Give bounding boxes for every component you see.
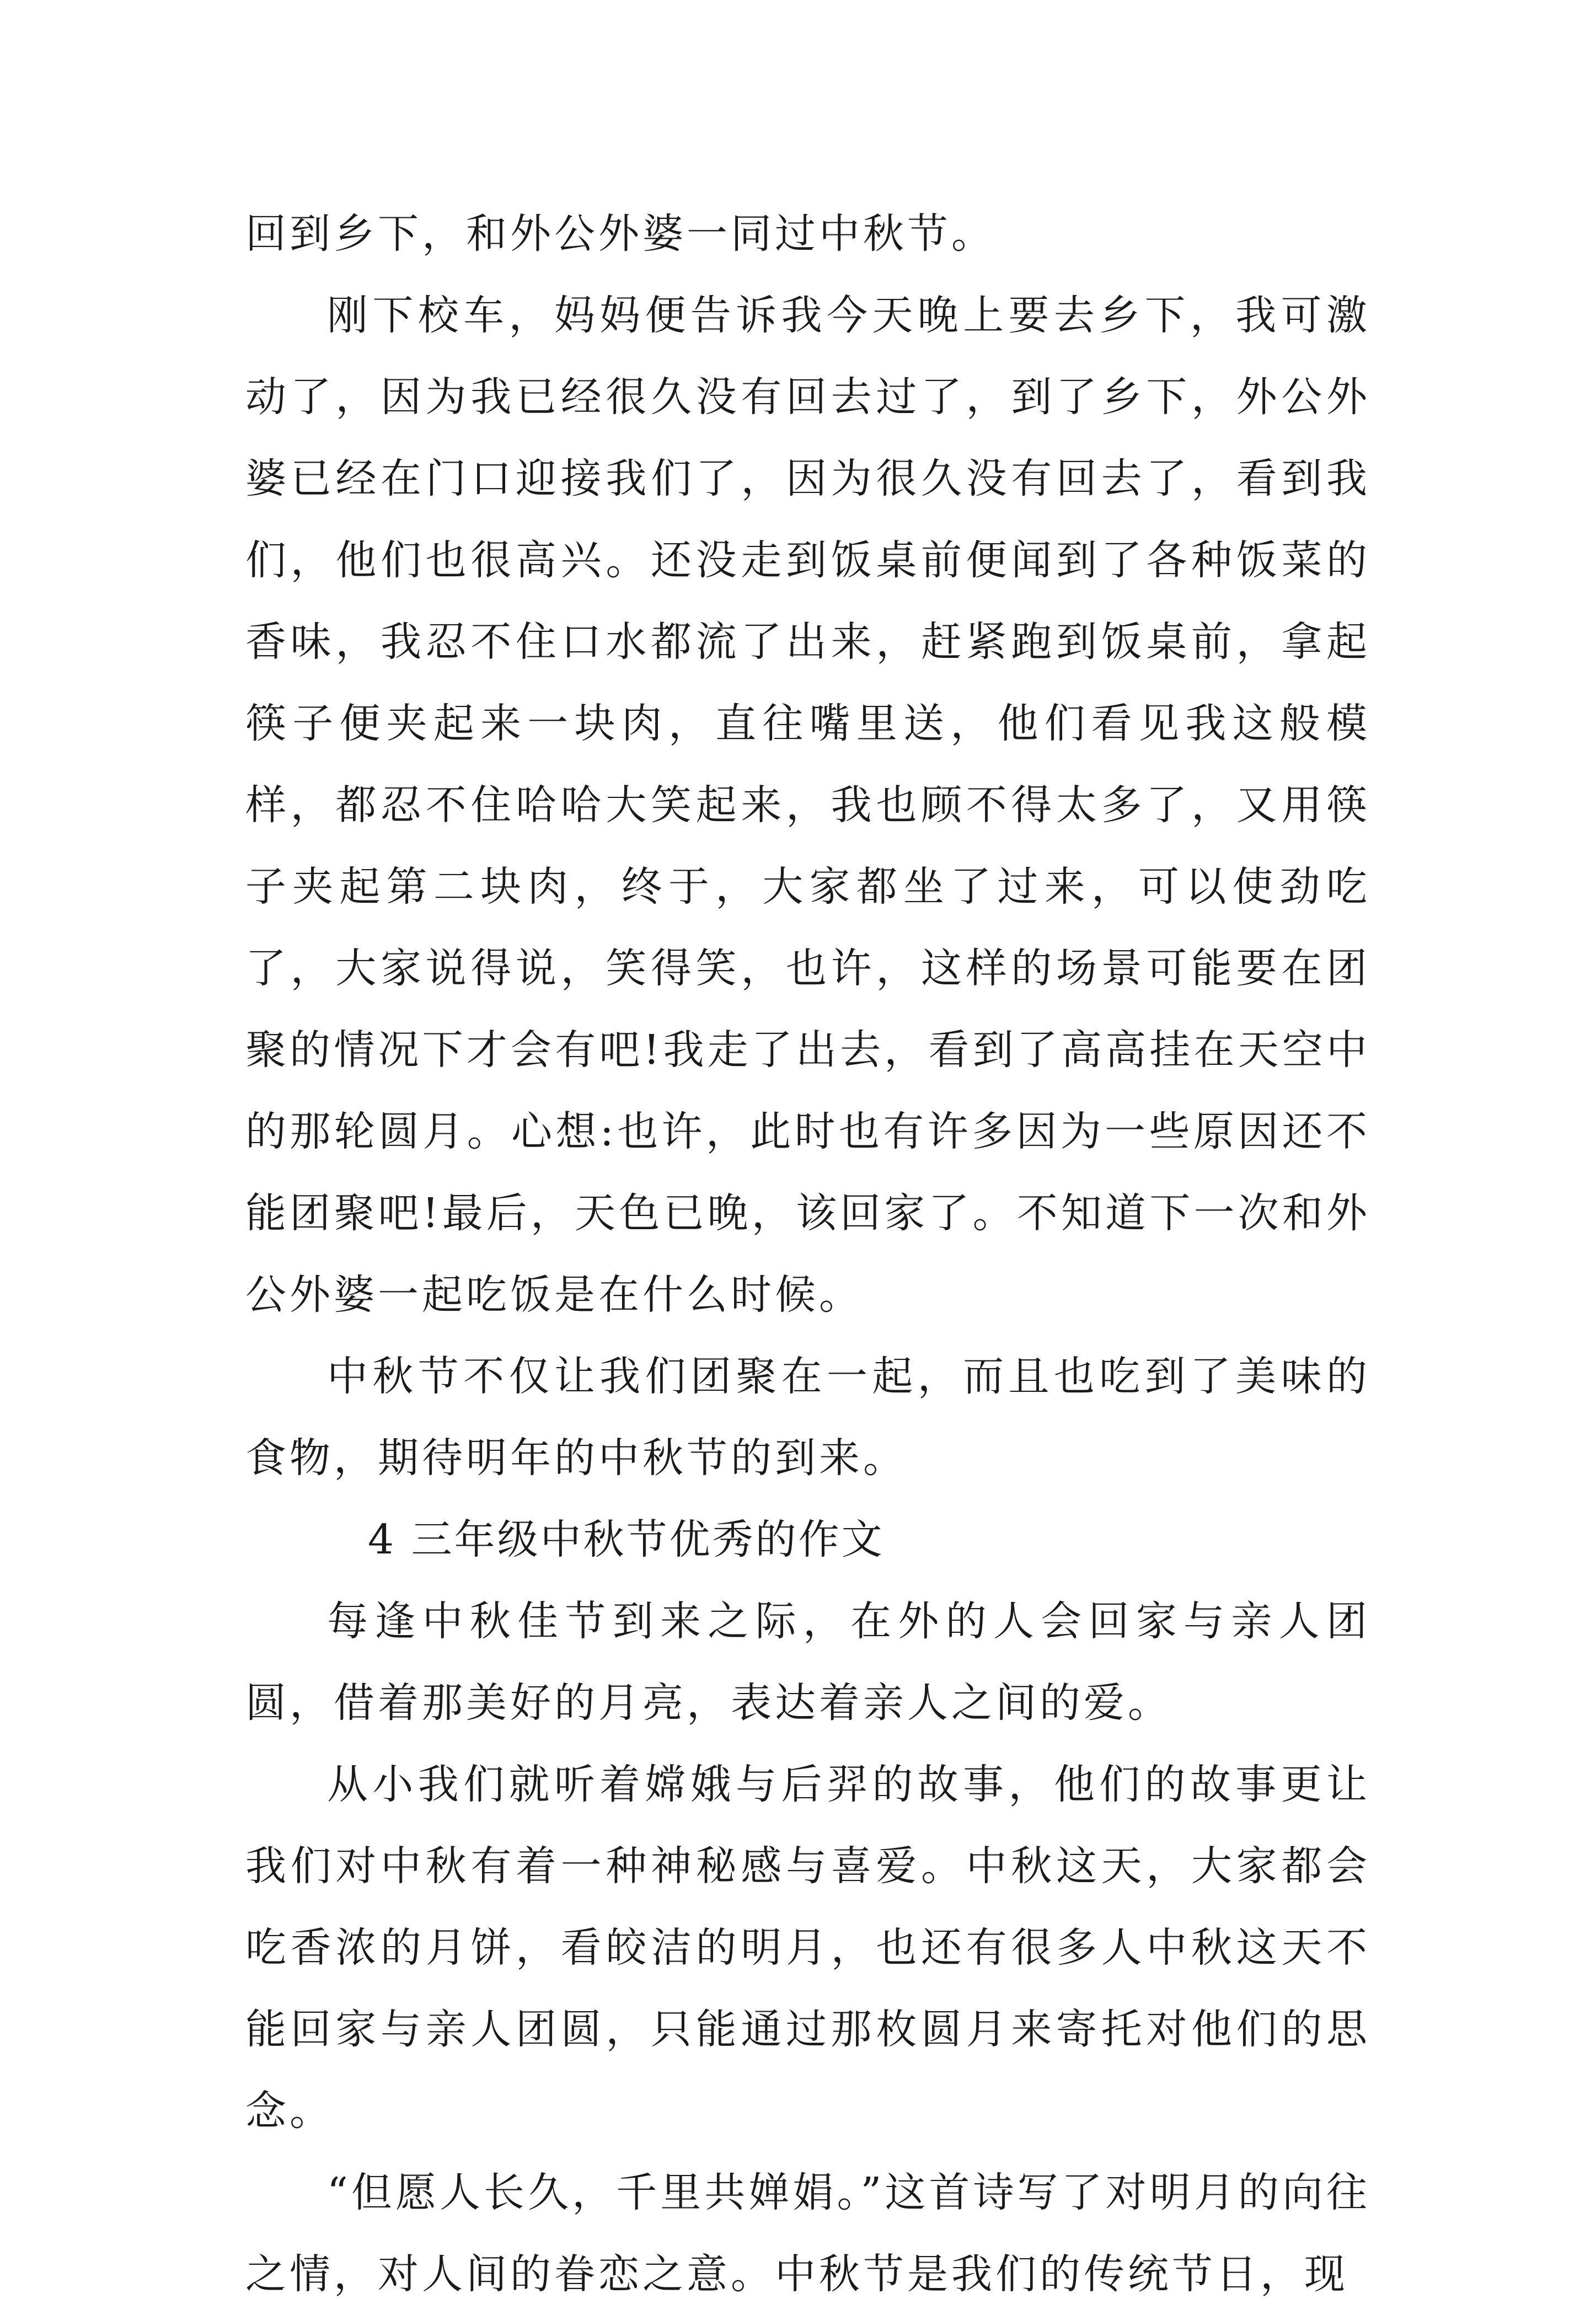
section-paragraph-2: 从小我们就听着嫦娥与后羿的故事，他们的故事更让我们对中秋有着一种神秘感与喜爱。中秋这天，大家都会吃香浓的月饼，看皎洁的明月，也还有很多人中秋这天不能回家与亲人团圆，只能通过那枚圆月来寄托对他们的思念。 [245,1761,1370,2135]
paragraph-1: 回到乡下，和外公外婆一同过中秋节。 [245,210,995,258]
document-body [245,193,1370,2315]
paragraph-2: 刚下校车，妈妈便告诉我今天晚上要去乡下，我可激动了，因为我已经很久没有回去过了，到了乡下，外公外婆已经在门口迎接我们了，因为很久没有回去了，看到我们，他们也很高兴。还没走到饭桌前便闻到了各种饭菜的香味，我忍不住口水都流了出来，赶紧跑到饭桌前，拿起筷子便夹起来一块肉，直往嘴里送，他们看见我这般模样，都忍不住哈哈大笑起来，我也顾不得太多了，又用筷子夹起第二块肉，终于，大家都坐了过来，可以使劲吃了，大家说得说，笑得笑，也许，这样的场景可能要在团聚的情况下才会有吧!我走了出去，看到了高高挂在天空中的那轮圆月。心想:也许，此时也有许多因为一些原因还不能团聚吧!最后，天色已晚，该回家了。不知道下一次和外公外婆一起吃饭是在什么时候。 [245,292,1370,1319]
section-paragraph-1: 每逢中秋佳节到来之际，在外的人会回家与亲人团圆，借着那美好的月亮，表达着亲人之间的爱。 [245,1598,1370,1727]
paragraph-3: 中秋节不仅让我们团聚在一起，而且也吃到了美味的食物，期待明年的中秋节的到来。 [245,1353,1370,1482]
section-heading: 4 三年级中秋节优秀的作文 [368,1516,885,1563]
section-paragraph-3: “但愿人长久，千里共婵娟。”这首诗写了对明月的向往之情，对人间的眷恋之意。中秋节是我们的传统节日，现 [245,2169,1370,2298]
